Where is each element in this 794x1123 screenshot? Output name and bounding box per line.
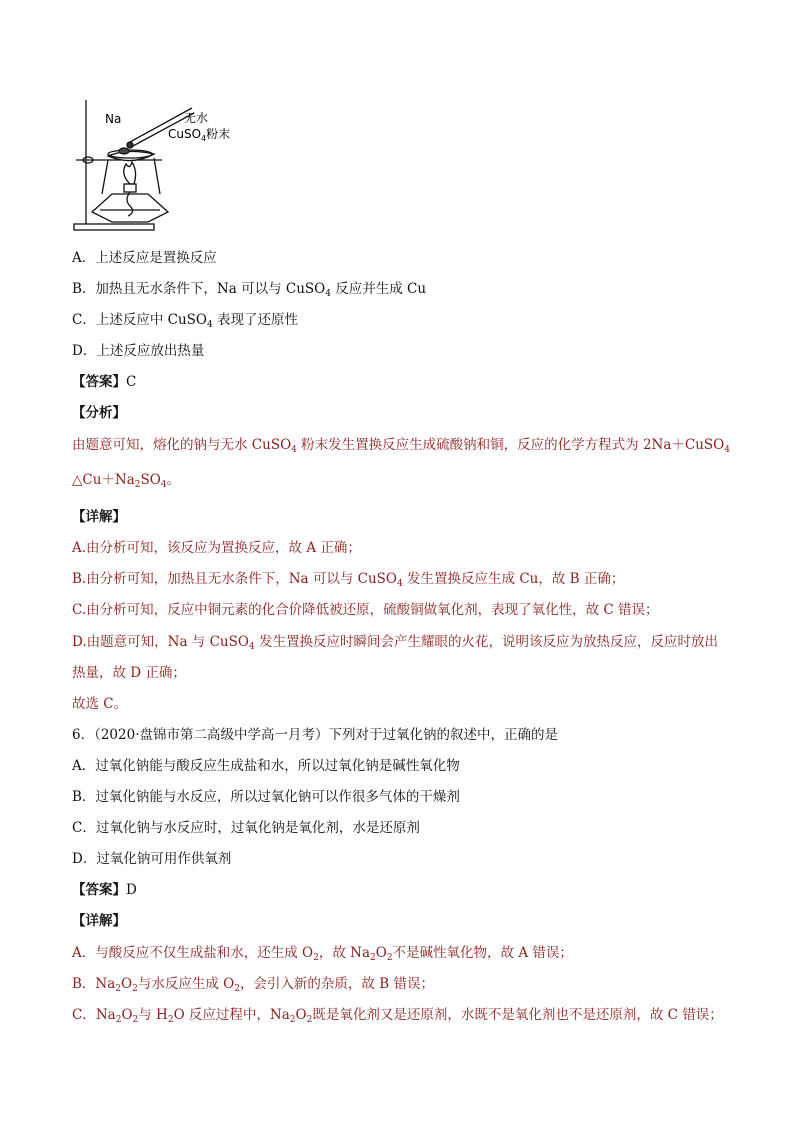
cuso4-subscript: 4 (201, 134, 207, 143)
q5-detail-a: A.由分析可知，该反应为置换反应，故 A 正确； (72, 540, 361, 556)
q6-option-b: B．过氧化钠能与水反应，所以过氧化钠可以作很多气体的干燥剂 (72, 789, 460, 805)
q5-detail-tag: 【详解】 (72, 509, 126, 525)
powder-label: 粉末 (206, 127, 231, 141)
q6-option-a: A．过氧化钠能与酸反应生成盐和水，所以过氧化钠是碱性氧化物 (72, 758, 460, 774)
q5-detail-d-line-1: D.由题意可知，Na 与 CuSO$_4$ 发生置换反应时瞬间会产生耀眼的火花，说明该反应为放热反应，反应时放出 (72, 634, 718, 652)
q5-option-d: D．上述反应放出热量 (72, 343, 205, 359)
q6-answer: 【答案】D (72, 882, 137, 898)
q5-detail-d-line-2: 热量，故 D 正确； (72, 665, 186, 681)
svg-text:CuSO4粉末 (168, 126, 230, 143)
q6-option-d: D．过氧化钠可用作供氧剂 (72, 851, 232, 867)
q5-analysis-tag: 【分析】 (72, 405, 126, 421)
q6-detail-tag: 【详解】 (72, 913, 126, 929)
apparatus-figure (72, 96, 242, 236)
q5-option-c: C．上述反应中 CuSO$_4$ 表现了还原性 (72, 312, 298, 330)
q5-option-a: A．上述反应是置换反应 (72, 250, 217, 266)
q6-detail-b: B．$Na_2O_2$与水反应生成 $O_2$，会引入新的杂质，故 B 错误； (72, 976, 434, 994)
na-label: Na (105, 112, 122, 126)
answer-tag: 【答案】 (72, 374, 126, 390)
q6-detail-c: C．$Na_2O_2$与 $H_2O$ 反应过程中，$Na_2O_2$既是氧化剂又是还原剂，水既不是氧化剂也不是还原剂，故 C 错误； (72, 1007, 723, 1025)
q5-answer (72, 373, 136, 391)
q6-option-c: C．过氧化钠与水反应时，过氧化钠是氧化剂，水是还原剂 (72, 820, 420, 836)
q5-detail-c: C.由分析可知，反应中铜元素的化合价降低被还原，硫酸铜做氧化剂，表现了氧化性，故 C 错误； (72, 602, 659, 618)
alcohol-lamp-apparatus-diagram (72, 96, 242, 236)
q6-stem: 6．（2020·盘锦市第二高级中学高一月考）下列对于过氧化钠的叙述中，正确的是 (72, 727, 558, 743)
q5-option-b: B．加热且无水条件下，Na 可以与 CuSO$_4$ 反应并生成 Cu (72, 281, 427, 299)
q6-detail-a: A．与酸反应不仅生成盐和水，还生成 $O_2$，故 $Na_2O_2$不是碱性氧化物，故 A 错误； (72, 945, 573, 963)
q5-detail-b: B.由分析可知，加热且无水条件下，Na 可以与 CuSO$_4$ 发生置换反应生成 Cu，故 B 正确； (72, 571, 625, 589)
anhydrous-label: 无水 (184, 111, 209, 125)
cuso4-label: CuSO (168, 127, 202, 141)
answer-value: C (126, 374, 137, 390)
q5-analysis-line-2: $\triangle Cu+Na_2SO_4$。 (72, 472, 181, 490)
q5-analysis-line-1: 由题意可知，熔化的钠与无水 CuSO$_4$ 粉末发生置换反应生成硫酸钠和铜，反应的化学方程式为 2Na＋CuSO$_4$ (72, 437, 730, 455)
q5-conclusion: 故选 C。 (72, 696, 128, 712)
